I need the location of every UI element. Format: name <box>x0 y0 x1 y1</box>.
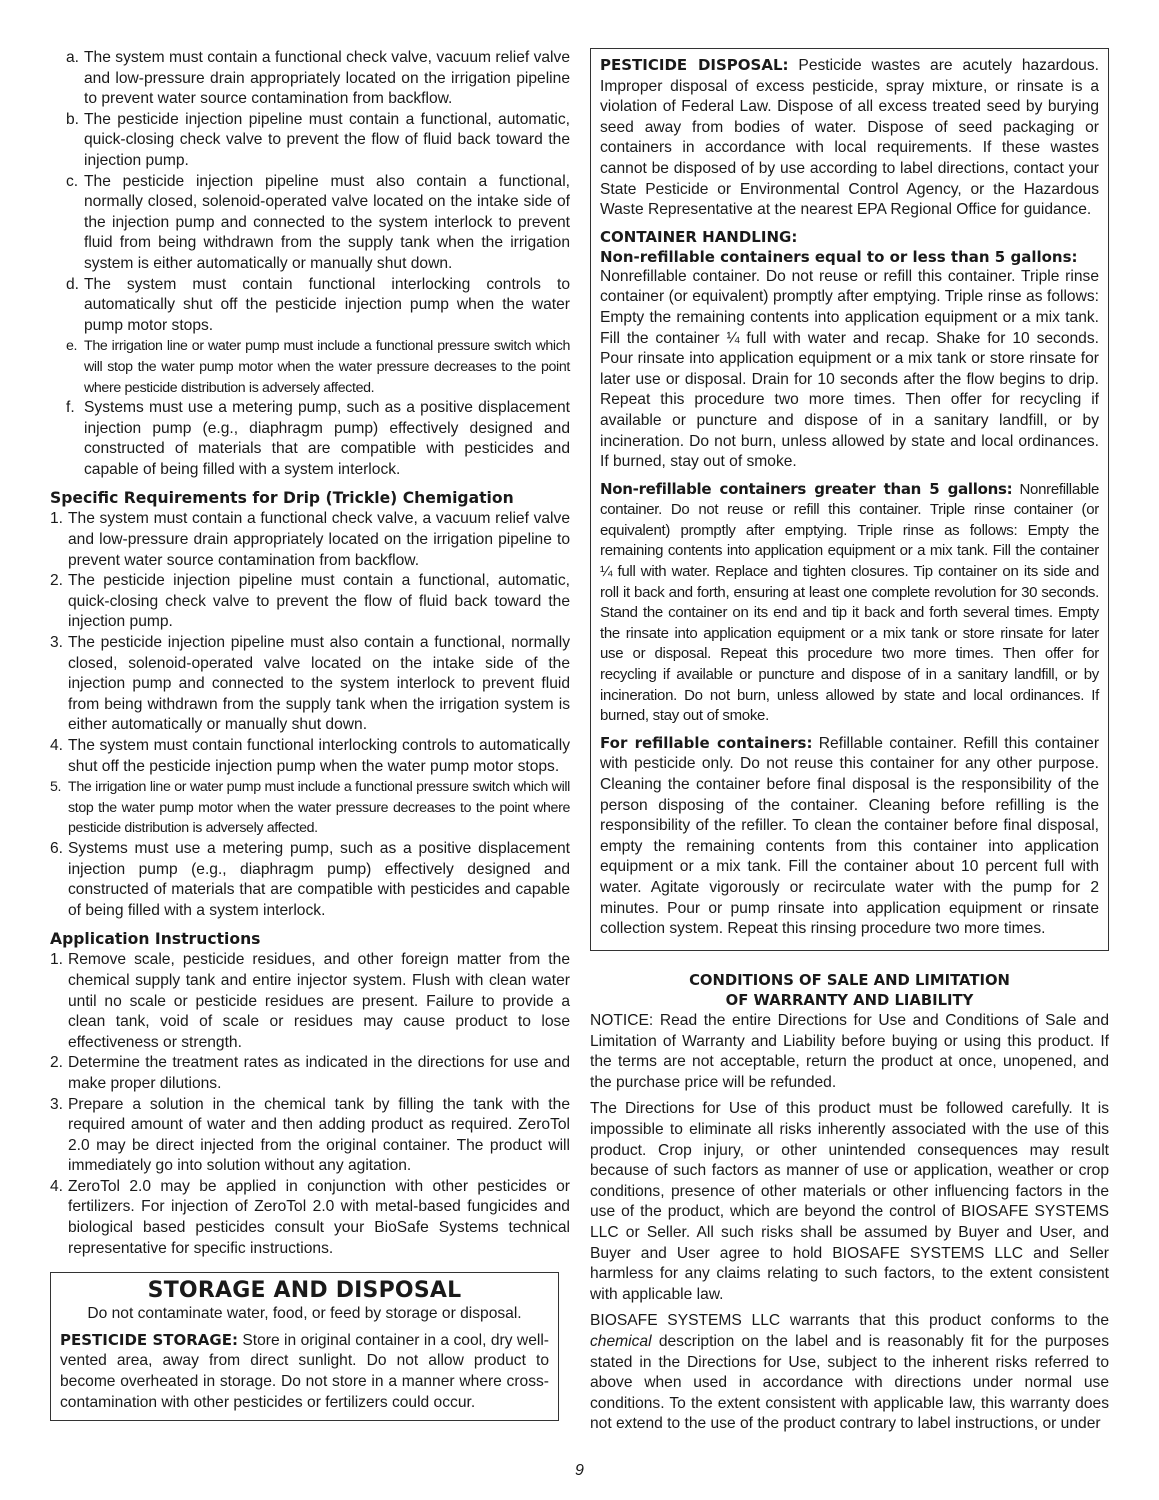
large-container-paragraph: Non-refillable containers greater than 5 gallons: Nonrefillable container. Do not reuse or refill this container. Triple rinse container (or equivalent) promptly after emptying. Triple rinse as follows: Empty the remaining contents into application equipment or a mix tank. Fill the container ¼ full with water. Replace and tighten closures. Tip container on its side and roll it back and forth, ensuring at least one complete revolution for 30 seconds. Stand the container on its end and tip it back and forth several times. Empty the rinsate into application equipment or a mix tank or store rinsate for later use or disposal. Repeat this procedure two more times. Then offer for recycling if available or puncture and dispose of in a sanitary landfill, or by incineration. Do not burn, unless allowed by state and local ordinances. If burned, stay out of smoke. <box>600 479 1099 725</box>
warranty-title: CONDITIONS OF SALE AND LIMITATION OF WARRANTY AND LIABILITY <box>689 972 1010 1009</box>
list-item-text: The irrigation line or water pump must include a functional pressure switch which will stop the water pump motor when the water pressure decreases to the point where pesticide distribution is adversely affected. <box>68 779 570 837</box>
pesticide-storage-paragraph: PESTICIDE STORAGE: Store in original container in a cool, dry well-vented area, away from direct sunlight. Do not allow product to become overheated in storage. Do not store in a manner where cross-contamination with other pesticides or fertilizers could occur. <box>60 1330 549 1411</box>
list-item-text: The pesticide injection pipeline must contain a functional, automatic, quick-closing check valve to prevent the flow of fluid back toward the injection pump. <box>68 572 570 631</box>
list-item: 6. Systems must use a metering pump, such as a positive displacement injection pump (e.g., diaphragm pump) effectively designed and constructed of materials that are compatible with pesticides and capable of being filled with a system interlock. <box>50 839 570 919</box>
list-item-text: Systems must use a metering pump, such as a positive displacement injection pump (e.g., diaphragm pump) effectively designed and constructed of materials that are compatible with pesticides and capable of being filled with a system interlock. <box>84 399 570 478</box>
list-item: 2. The pesticide injection pipeline must contain a functional, automatic, quick-closing check valve to prevent the flow of fluid back toward the injection pump. <box>50 572 570 631</box>
list-item: 1. The system must contain a functional check valve, a vacuum relief valve and low-pressure drain appropriately located on the irrigation pipeline to prevent water source contamination from backflow. <box>50 510 570 569</box>
drip-heading: Specific Requirements for Drip (Trickle) Chemigation <box>50 489 514 508</box>
list-item-text: Prepare a solution in the chemical tank by filling the tank with the required amount of water and then adding product as required. ZeroTol 2.0 may be direct injected from the original container. The product will immediately go into solution without any agitation. <box>68 1095 570 1175</box>
warranty-paragraph-3: BIOSAFE SYSTEMS LLC warrants that this product conforms to the chemical description on the label and is reasonably fit for the purposes stated in the Directions for Use, subject to the inherent risks referred to above when used in accordance with directions under normal use conditions. To the extent consistent with applicable law, this warranty does not extend to the use of the product contrary to label instructions, or under <box>590 1312 1109 1433</box>
list-item: c. The pesticide injection pipeline must also contain a functional, normally closed, solenoid-operated valve located on the intake side of the injection pump and connected to the system interlock to prevent fluid from being withdrawn from the supply tank when the irrigation system is either automatically or manually shut down. <box>66 172 570 272</box>
pesticide-disposal-lead: PESTICIDE DISPOSAL: <box>600 56 789 74</box>
list-item: e. The irrigation line or water pump must include a functional pressure switch which will stop the water pump motor when the water pressure decreases to the point where pesticide distribution is adversely affected. <box>66 338 570 396</box>
refillable-container-lead: For refillable containers: <box>600 733 813 752</box>
list-item: d. The system must contain functional interlocking controls to automatically shut off the pesticide injection pump when the water pump motor stops. <box>66 275 570 334</box>
list-item: 1. Remove scale, pesticide residues, and other foreign matter from the chemical supply tank and entire injector system. Flush with clean water until no scale or pesticide residues are present. Failure to provide a clean tank, void of scale or residues may cause product to lose effectiveness or strength. <box>50 951 570 1051</box>
list-item: 5. The irrigation line or water pump must include a functional pressure switch which will stop the water pump motor when the water pressure decreases to the point where pesticide distribution is adversely affected. <box>50 779 570 837</box>
small-container-heading: Non-refillable containers equal to or less than 5 gallons: <box>600 247 1078 266</box>
large-container-lead: Non-refillable containers greater than 5 gallons: <box>600 479 1013 498</box>
list-item-text: The irrigation line or water pump must include a functional pressure switch which will stop the water pump motor when the water pressure decreases to the point where pesticide distribution is adversely affected. <box>84 338 570 396</box>
warranty-notice: NOTICE: Read the entire Directions for Use and Conditions of Sale and Limitation of Warranty and Liability before buying or using this product. If the terms are not acceptable, return the product at once, unopened, and the purchase price will be refunded. <box>590 1012 1109 1091</box>
pesticide-storage-lead: PESTICIDE STORAGE: <box>60 1330 238 1349</box>
list-item-text: The pesticide injection pipeline must also contain a functional, normally closed, solenoid-operated valve located on the intake side of the injection pump and connected to the system interlock to prevent fluid from being withdrawn from the supply tank when the irrigation system is either automatically or manually shut down. <box>68 634 570 734</box>
list-item-text: The system must contain a functional check valve, a vacuum relief valve and low-pressure drain appropriately located on the irrigation pipeline to prevent water source contamination from backflow. <box>68 510 570 569</box>
list-item: 3. The pesticide injection pipeline must also contain a functional, normally closed, solenoid-operated valve located on the intake side of the injection pump and connected to the system interlock to prevent fluid from being withdrawn from the supply tank when the irrigation system is either automatically or manually shut down. <box>50 634 570 734</box>
refillable-container-paragraph: For refillable containers: Refillable container. Refill this container with pesticide only. Do not reuse this container for any other purpose. Cleaning the container before final disposal is the responsibility of the person disposing of the container. Cleaning before refilling is the responsibility of the refiller. To clean the container before final disposal, empty the remaining contents from this container into application equipment or a mix tank. Fill the container about 10 percent full with water. Agitate vigorously or recirculate water with the pump for 2 minutes. Pour or pump rinsate into application equipment or rinsate collection system. Repeat this rinsing procedure two more times. <box>600 733 1100 938</box>
page-number: 9 <box>575 1462 584 1479</box>
pesticide-disposal-paragraph: PESTICIDE DISPOSAL: Pesticide wastes are acutely hazardous. Improper disposal of excess pesticide, spray mixture, or rinsate is a violation of Federal Law. Dispose of all excess treated seed by burying seed away from bodies of water. Dispose of seed packaging or containers in accordance with local requirements. If these wastes cannot be disposed of by use according to label directions, contact your State Pesticide or Environmental Control Agency, or the Hazardous Waste Representative at the nearest EPA Regional Office for guidance. <box>600 56 1099 219</box>
list-item: 2. Determine the treatment rates as indicated in the directions for use and make proper dilutions. <box>50 1054 570 1092</box>
application-heading: Application Instructions <box>50 930 261 949</box>
application-instructions-list <box>50 950 570 1259</box>
storage-title: STORAGE AND DISPOSAL <box>147 1278 462 1304</box>
drip-requirements-list <box>50 509 570 921</box>
left-column <box>50 48 570 1421</box>
disposal-box <box>590 48 1109 951</box>
list-item: f. Systems must use a metering pump, such as a positive displacement injection pump (e.g., diaphragm pump) effectively designed and constructed of materials that are compatible with pesticides and capable of being filled with a system interlock. <box>66 399 570 478</box>
list-item-text: The system must contain functional interlocking controls to automatically shut off the pesticide injection pump when the water pump motor stops. <box>68 737 570 775</box>
list-item: 4. ZeroTol 2.0 may be applied in conjunction with other pesticides or fertilizers. For injection of ZeroTol 2.0 with metal-based fungicides and biological based pesticides consult your BioSafe Systems technical representative for specific instructions. <box>50 1177 570 1257</box>
list-item-text: The pesticide injection pipeline must contain a functional, automatic, quick-closing check valve to prevent the flow of fluid back toward the injection pump. <box>84 110 570 169</box>
small-container-paragraph: Nonrefillable container. Do not reuse or refill this container. Triple rinse container (or equivalent) promptly after emptying. Triple rinse as follows: Empty the remaining contents into application equipment or a mix tank. Fill the container ¼ full with water and recap. Shake for 10 seconds. Pour rinsate into application equipment or a mix tank or store rinsate for later use or disposal. Drain for 10 seconds after the flow begins to drip. Repeat this procedure two more times. Then offer for recycling if available or puncture and dispose of in a sanitary landfill, or by incineration. Do not burn, unless allowed by state and local ordinances. If burned, stay out of smoke. <box>600 267 1099 471</box>
list-item-text: The system must contain a functional check valve, vacuum relief valve and low-pressure drain appropriately located on the irrigation pipeline to prevent water source contamination from backflow. <box>84 49 570 108</box>
list-item: 3. Prepare a solution in the chemical tank by filling the tank with the required amount of water and then adding product as required. ZeroTol 2.0 may be direct injected from the original container. The product will immediately go into solution without any agitation. <box>50 1095 570 1175</box>
right-column <box>590 48 1109 1441</box>
storage-subtitle: Do not contaminate water, food, or feed by storage or disposal. <box>87 1305 522 1323</box>
list-item-text: Remove scale, pesticide residues, and other foreign matter from the chemical supply tank and entire injector system. Flush with clean water until no scale or pesticide residues are present. Failure to provide a clean tank, void of scale or residues may cause product to lose effectiveness or strength. <box>68 951 570 1051</box>
container-handling-heading: CONTAINER HANDLING: <box>600 227 798 246</box>
storage-and-disposal-box <box>50 1272 559 1421</box>
sprinkler-requirements-list <box>50 48 570 480</box>
list-item: 4. The system must contain functional interlocking controls to automatically shut off the pesticide injection pump when the water pump motor stops. <box>50 737 570 775</box>
list-item: a. The system must contain a functional check valve, vacuum relief valve and low-pressure drain appropriately located on the irrigation pipeline to prevent water source contamination from backflow. <box>66 49 570 108</box>
warranty-paragraph-2: The Directions for Use of this product must be followed carefully. It is impossible to eliminate all risks inherently associated with the use of this product. Crop injury, or other unintended consequences may result because of such factors as manner of use or application, weather or crop conditions, presence of other materials or other influencing factors in the use of the product, which are beyond the control of BIOSAFE SYSTEMS LLC or Seller. All such risks shall be assumed by Buyer and User, and Buyer and User agree to hold BIOSAFE SYSTEMS LLC and Seller harmless for any claims relating to such factors, to the extent consistent with applicable law. <box>590 1100 1109 1303</box>
list-item-text: Systems must use a metering pump, such as a positive displacement injection pump (e.g., diaphragm pump) effectively designed and constructed of materials that are compatible with pesticides and capable of being filled with a system interlock. <box>68 839 570 919</box>
list-item-text: The system must contain functional interlocking controls to automatically shut off the pesticide injection pump when the water pump motor stops. <box>84 275 570 334</box>
list-item-text: ZeroTol 2.0 may be applied in conjunction with other pesticides or fertilizers. For injection of ZeroTol 2.0 with metal-based fungicides and biological based pesticides consult your BioSafe Systems technical representative for specific instructions. <box>68 1177 570 1257</box>
list-item-text: The pesticide injection pipeline must also contain a functional, normally closed, solenoid-operated valve located on the intake side of the injection pump and connected to the system interlock to prevent fluid from being withdrawn from the supply tank when the irrigation system is either automatically or manually shut down. <box>84 172 570 272</box>
list-item: b. The pesticide injection pipeline must contain a functional, automatic, quick-closing check valve to prevent the flow of fluid back toward the injection pump. <box>66 110 570 169</box>
list-item-text: Determine the treatment rates as indicated in the directions for use and make proper dilutions. <box>68 1054 570 1092</box>
